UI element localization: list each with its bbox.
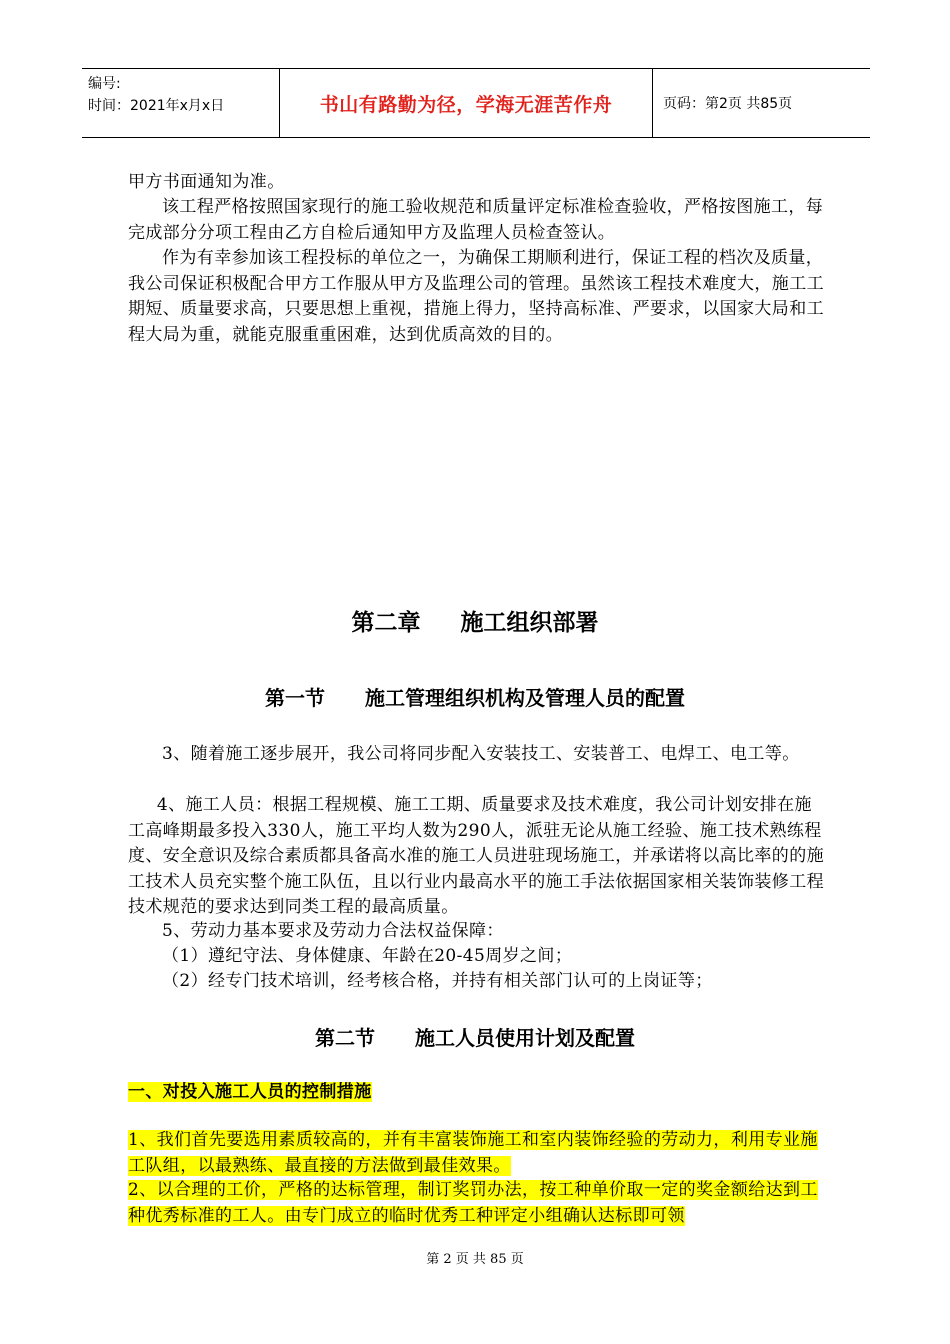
measure-1-text: 1、我们首先要选用素质较高的，并有丰富装饰施工和室内装饰经验的劳动力，利用专业施工队组，以最熟练、最直接的方法做到最佳效果。 (128, 1130, 818, 1176)
item-5-sub-2: （2）经专门技术培训，经考核合格，并持有相关部门认可的上岗证等； (162, 971, 713, 991)
page-info: 页码：第2页 共85页 (663, 96, 793, 112)
measure-2 (128, 1178, 828, 1229)
section-1-title (0, 682, 950, 711)
item-3 (162, 742, 832, 768)
intro-paragraph-1: 甲方书面通知为准。 (128, 172, 285, 192)
chapter-title (0, 604, 950, 637)
page-header (82, 68, 870, 138)
chapter-name: 施工组织部署 (460, 610, 599, 636)
measure-1 (128, 1128, 828, 1179)
measures-heading-text: 一、对投入施工人员的控制措施 (128, 1082, 372, 1102)
item-4: 4、施工人员：根据工程规模、施工工期、质量要求及技术难度，我公司计划安排在施工高峰期最多投入330人，施工平均人数为290人，派驻无论从施工经验、施工技术熟练程度、安全意识及综合素质都具备高水准的施工人员进驻现场施工，并承诺将以高比率的的施工技术人员充实整个施工队伍，且以行业内最高水平的施工手法依据国家相关装饰装修工程技术规范的要求达到同类工程的最高质量。 (128, 795, 824, 917)
section-1-number: 第一节 (265, 686, 325, 710)
chapter-number: 第二章 (351, 610, 421, 636)
header-page-info (653, 69, 870, 137)
time-label: 时间：2021年x月x日 (88, 98, 225, 114)
serial-label: 编号: (88, 76, 121, 92)
item-5: 5、劳动力基本要求及劳动力合法权益保障： (162, 921, 504, 941)
motto: 书山有路勤为径，学海无涯苦作舟 (319, 93, 613, 116)
intro-paragraph-3: 作为有幸参加该工程投标的单位之一，为确保工期顺利进行，保证工程的档次及质量，我公司保证积极配合甲方工作服从甲方及监理公司的管理。虽然该工程技术难度大，施工工期短、质量要求高，只要思想上重视，措施上得力，坚持高标准、严要求，以国家大局和工程大局为重，就能克服重重困难，达到优质高效的目的。 (128, 248, 824, 345)
item-5-sub-1: （1）遵纪守法、身体健康、年龄在20-45周岁之间； (162, 946, 573, 966)
page-footer: 第 2 页 共 85 页 (426, 1252, 524, 1267)
measure-2-text: 2、以合理的工价，严格的达标管理，制订奖罚办法，按工种单价取一定的奖金额给达到工种优秀标准的工人。由专门成立的临时优秀工种评定小组确认达标即可领 (128, 1180, 818, 1226)
measures-heading (128, 1080, 828, 1106)
item-3-text: 3、随着施工逐步展开，我公司将同步配入安装技工、安装普工、电焊工、电工等。 (162, 744, 800, 764)
intro-paragraph-2: 该工程严格按照国家现行的施工验收规范和质量评定标准检查验收，严格按图施工，每完成部分分项工程由乙方自检后通知甲方及监理人员检查签认。 (128, 197, 824, 243)
header-motto-cell (280, 69, 653, 137)
section-2-name: 施工人员使用计划及配置 (415, 1026, 635, 1050)
section-2-title (0, 1022, 950, 1051)
header-meta (82, 69, 280, 137)
section-2-number: 第二节 (315, 1026, 375, 1050)
section-1-name: 施工管理组织机构及管理人员的配置 (365, 686, 685, 710)
